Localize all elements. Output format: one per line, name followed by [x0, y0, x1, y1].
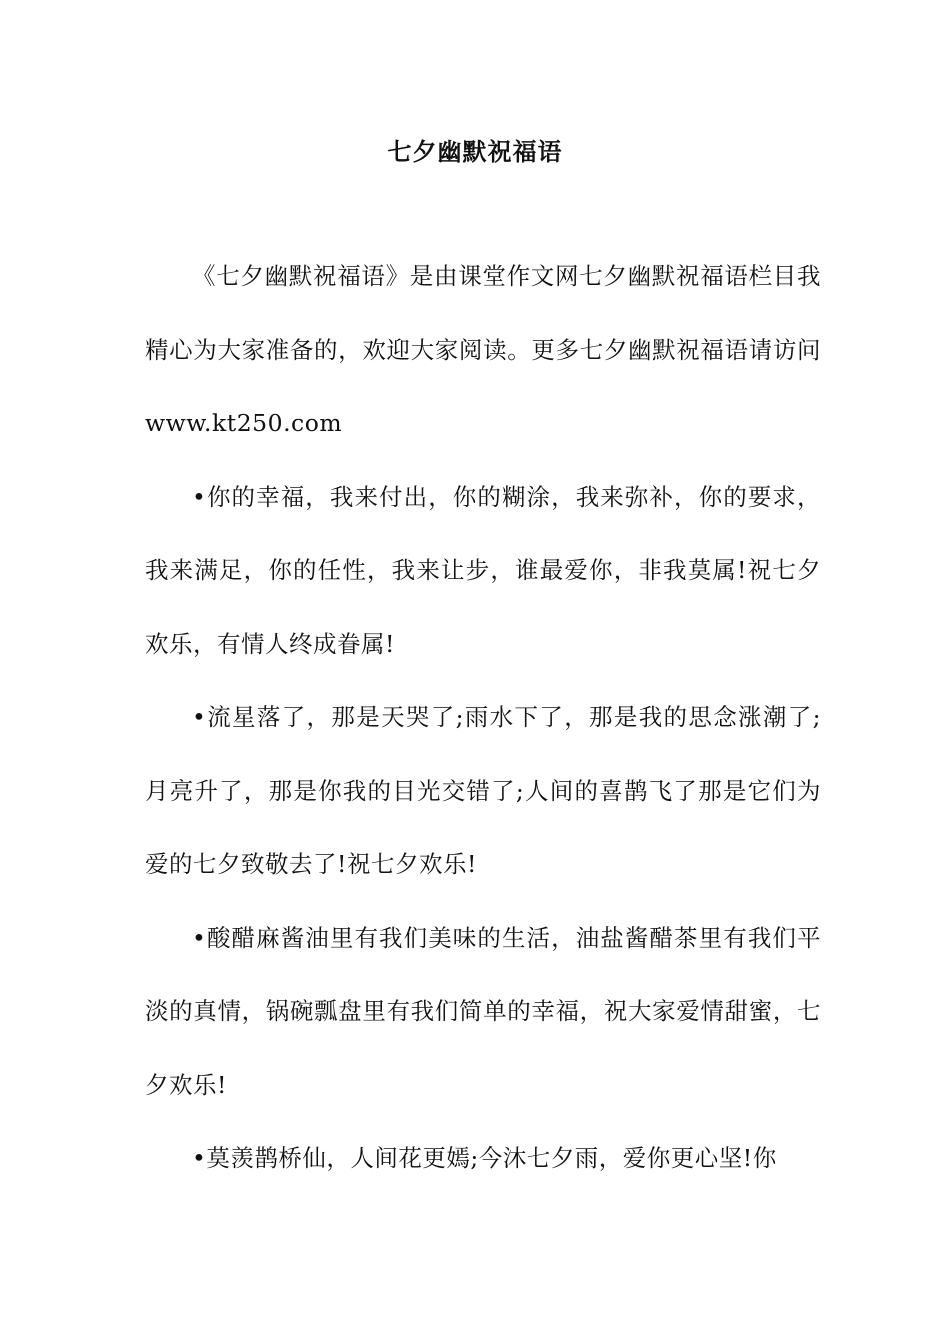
paragraph-wish-1: •你的幸福，我来付出，你的糊涂，我来弥补，你的要求，我来满足，你的任性，我来让步，谁最爱你，非我莫属!祝七夕欢乐，有情人终成眷属!	[145, 482, 821, 658]
paragraph-wish-2: •流星落了，那是天哭了;雨水下了，那是我的思念涨潮了;月亮升了，那是你我的目光交错了;人间的喜鹊飞了那是它们为爱的七夕致敬去了!祝七夕欢乐!	[145, 703, 821, 878]
document-title: 七夕幽默祝福语	[387, 137, 563, 166]
paragraph-wish-3: •酸醋麻酱油里有我们美味的生活，油盐酱醋茶里有我们平淡的真情，锅碗瓢盘里有我们简单的幸福，祝大家爱情甜蜜，七夕欢乐!	[145, 923, 821, 1099]
paragraph-wish-4: •莫羡鹊桥仙，人间花更嫣;今沐七夕雨，爱你更心坚!你	[192, 1144, 777, 1172]
paragraph-intro: 《七夕幽默祝福语》是由课堂作文网七夕幽默祝福语栏目我精心为大家准备的，欢迎大家阅读。更多七夕幽默祝福语请访问www.kt250.com	[145, 262, 821, 437]
document-body	[145, 240, 821, 1196]
